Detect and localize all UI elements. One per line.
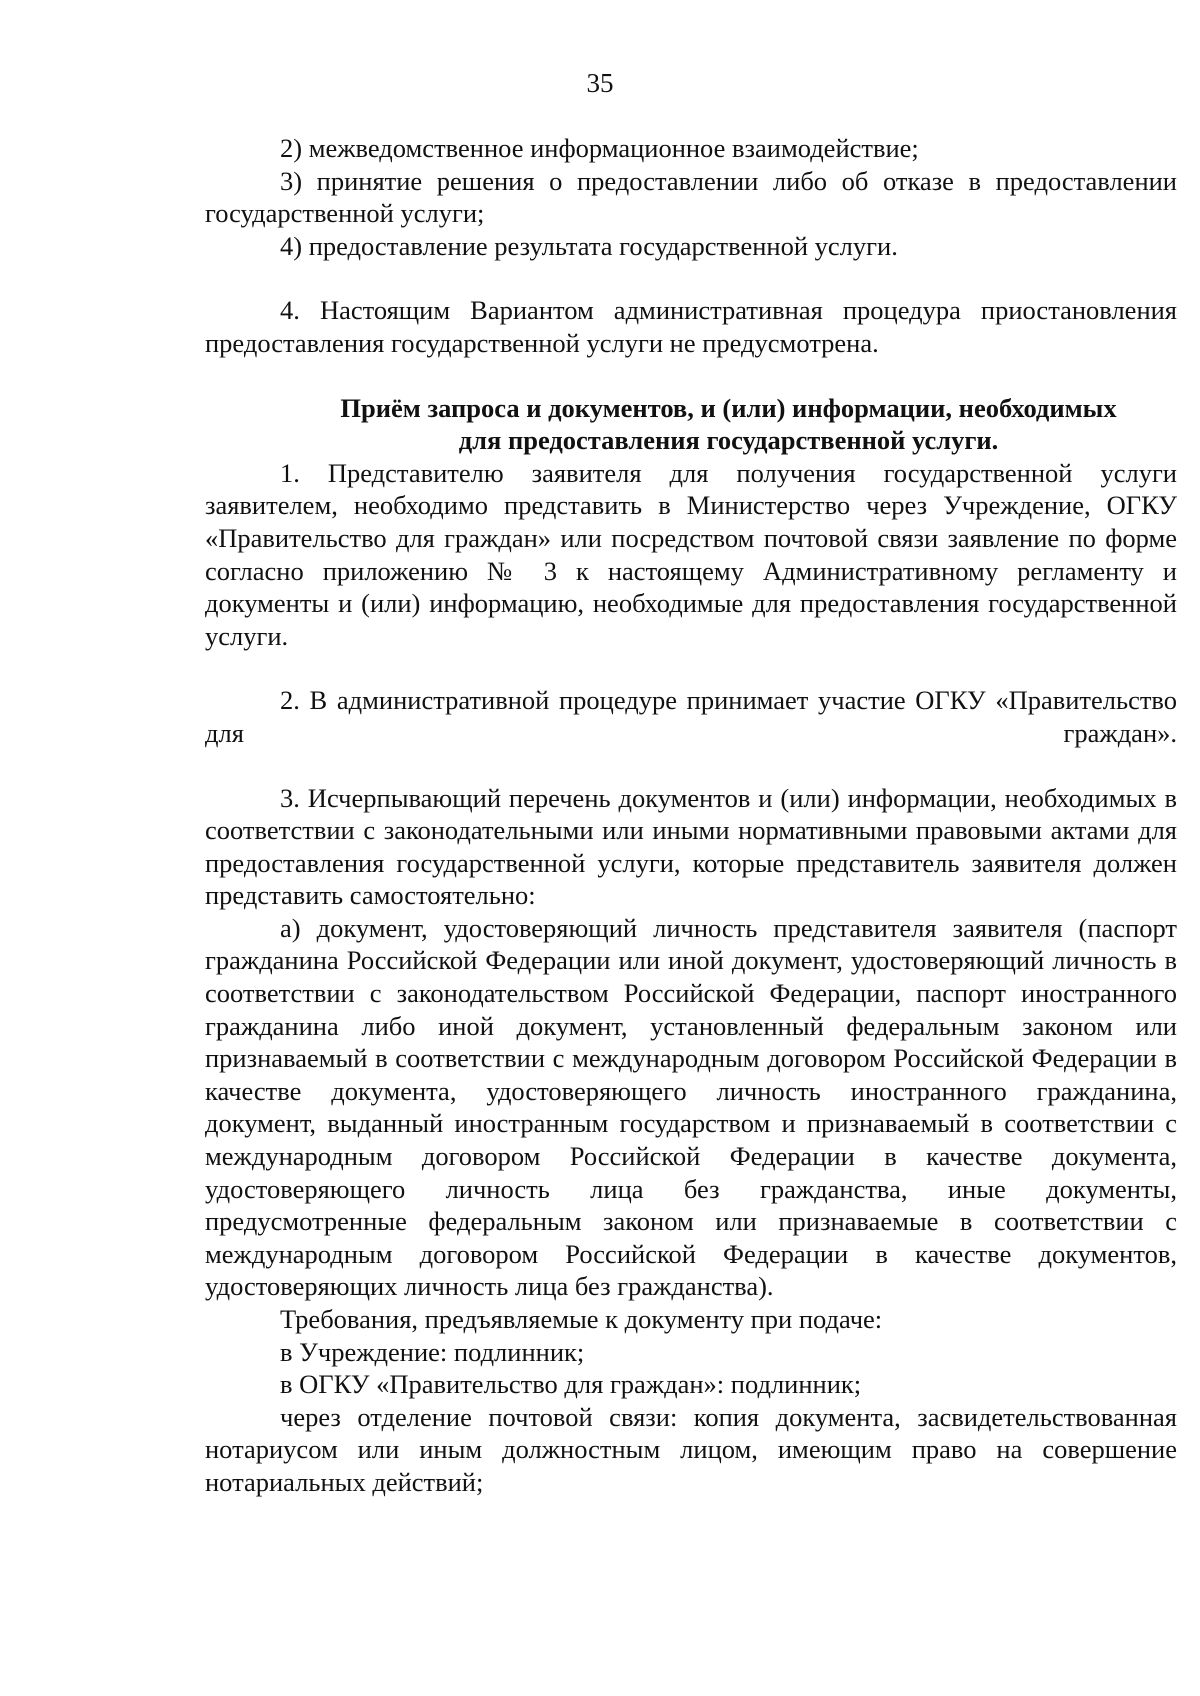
document-body — [205, 132, 1177, 1499]
list-item-3: 3) принятие решения о предоставлении либо об отказе в предоставлении государственной услуги; — [205, 165, 1177, 229]
paragraph-4-suspension: 4. Настоящим Вариантом административная процедура приостановления предоставления государственной услуги не предусмотрена. — [205, 295, 1177, 358]
page-number: 35 — [586, 68, 614, 98]
requirement-ogku: в ОГКУ «Правительство для граждан»: подлинник; — [280, 1369, 862, 1400]
requirements-intro: Требования, предъявляемые к документу при подаче: — [280, 1304, 883, 1334]
section-heading-line-1: Приём запроса и документов, и (или) информации, необходимых — [340, 392, 1117, 423]
list-item-2: 2) межведомственное информационное взаимодействие; — [280, 133, 919, 163]
paragraph-a-identity-document: а) документ, удостоверяющий личность представителя заявителя (паспорт гражданина Российской Федерации или иной документ, удостоверяющий личность в соответствии с законодательством Российской Федерации, паспорт иностранного гражданина либо иной документ, установленный федеральным законом или признаваемый в соответствии с международным договором Российской Федерации в качестве документа, удостоверяющего личность иностранного гражданина, документ, выданный иностранным государством и признаваемый в соответствии с международным договором Российской Федерации в качестве документа, удостоверяющего личность лица без гражданства, иные документы, предусмотренные федеральным законом или признаваемые в соответствии с международным договором Российской Федерации в качестве документов, удостоверяющих личность лица без гражданства). — [205, 912, 1177, 1302]
requirement-postal: через отделение почтовой связи: копия документа, засвидетельствованная нотариусом или иным должностным лицом, имеющим право на совершение нотариальных действий; — [205, 1401, 1177, 1497]
section-heading — [205, 392, 1177, 457]
section-heading-line-2: для предоставления государственной услуги. — [458, 425, 999, 456]
requirement-institution: в Учреждение: подлинник; — [280, 1336, 585, 1367]
paragraph-1-submission: 1. Представителю заявителя для получения государственной услуги заявителем, необходимо представить в Министерство через Учреждение, ОГКУ «Правительство для граждан» или посредством почтовой связи заявление по форме согласно приложению № 3 к настоящему Административному регламенту и документы и (или) информацию, необходимые для предоставления государственной услуги. — [205, 457, 1177, 651]
list-item-4: 4) предоставление результата государственной услуги. — [280, 230, 898, 261]
paragraph-3-document-list: 3. Исчерпывающий перечень документов и (или) информации, необходимых в соответствии с законодательными или иными нормативными правовыми актами для предоставления государственной услуги, которые представитель заявителя должен представить самостоятельно: — [205, 782, 1177, 911]
paragraph-2-participation: 2. В административной процедуре принимает участие ОГКУ «Правительство для граждан». — [205, 685, 1177, 748]
